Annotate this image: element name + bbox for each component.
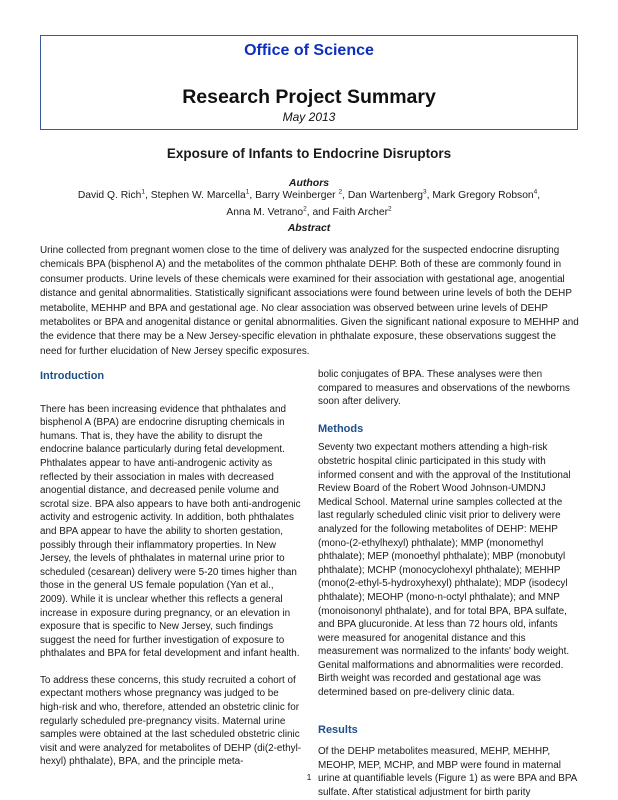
right-column [318, 368, 580, 800]
introduction-paragraph-1: There has been increasing evidence that phthalates and bisphenol A (BPA) are endocrine disrupting chemicals in humans. That is, they have the ability to disrupt the endocrine balance particularly during fetal development. Phthalates appear to have anti-androgenic activity as reflected by their association in males with decreased anogential distance, and decreased penile volume and scrotal size. BPA also appears to have both anti-androgenic activity and estrogenic activity. In addition, both phthalates and BPA appear to have the ability to shorten gestation, possibly through their inflammatory properties. In New Jersey, the levels of phthalates in maternal urine prior to scheduled (cesarean) delivery were 5-20 times higher than those in the general US female population (Yan et al., 2009). While it is unclear whether this reflects a general increase in exposure during pregnancy, or an elevation in exposure that is specific to New Jersey, such findings suggest the need for further investigation of exposure to phthalates and BPA for fetal development and infant health. [40, 403, 301, 660]
left-column [40, 370, 302, 769]
author: Anna M. Vetrano$^2$, and [226, 205, 333, 219]
author: Barry Weinberger $^2$, [255, 189, 348, 202]
introduction-heading: Introduction [40, 370, 105, 382]
results-paragraph: Of the DEHP metabolites measured, MEHP, MEHHP, MEOHP, MEP, MCHP, and MBP were found in maternal urine at quantifiable levels (Figure 1) as were BPA and BPA sulfate. After statistical adjustment for birth parity [318, 746, 577, 799]
authors-list [60, 186, 558, 220]
author: David Q. Rich$^1$, [77, 189, 151, 202]
results-heading: Results [318, 723, 358, 736]
report-date: May 2013 [282, 110, 336, 124]
author: Faith Archer$^2$ [332, 205, 392, 219]
introduction-continuation: bolic conjugates of BPA. These analyses were then compared to measures and observations of the newborns soon after delivery. [318, 369, 570, 408]
methods-heading: Methods [318, 422, 364, 435]
introduction-paragraph-2: To address these concerns, this study recruited a cohort of expectant mothers whose pregnancy was judged to be high-risk and who, therefore, attended an obstetric clinic for regularly scheduled pre-pregnancy visits. Maternal urine samples were obtained at the last scheduled obstetric clinic visit and were analyzed for metabolites of DEHP (di(2-ethyl-hexyl) phthalate), BPA, and the principle meta- [40, 674, 302, 768]
authors-heading: Authors [288, 177, 330, 189]
abstract-heading: Abstract [287, 222, 331, 234]
author: Mark Gregory Robson$^4$, [432, 189, 541, 202]
page-number: 1 [306, 772, 312, 782]
paper-title: Exposure of Infants to Endocrine Disruptors [166, 146, 452, 161]
author: Dan Wartenberg$^3$, [347, 189, 433, 202]
author: Stephen W. Marcella$^1$, [150, 189, 256, 202]
report-type-title: Research Project Summary [182, 86, 436, 108]
methods-paragraph: Seventy two expectant mothers attending a high-risk obstetric hospital clinic participated in this study with informed consent and with the approval of the Institutional Review Board of the Robert Wood Johnson-UMDNJ Medical School. Maternal urine samples collected at the last regularly scheduled clinic visit prior to delivery were analyzed for the following metabolites of DEHP: MEHP (mono-(2-ethylhexyl) phthalate); MMP (monomethyl phthalate); MEP (monoethyl phthalate); MBP (monobutyl phthalate); MCHP (monocyclohexyl phthalate); MEHHP (mono(2-ethyl-5-hydroxyhexyl) phthalate); MDP (isodecyl phthalate); MEOHP (mono-n-octyl phthalate); and MNP (monoisononyl phthalate), and for total BPA, BPA sulfate, and BPA glucuronide. At less than 72 hours old, infants were measured for anogenital distance and this measurement was normalized to the infants' body weight. Genital malformations and abnormalities were recorded. Birth weight was recorded and gestational age was determined based on pre-delivery clinic data. [318, 442, 571, 699]
abstract-text: Urine collected from pregnant women close to the time of delivery was analyzed for the suspected endocrine disrupting chemicals BPA (bisphenol A) and the metabolites of the common phthalate DEHP. Both of these are commonly found in consumer products. Urine levels of these chemicals were examined for their association with gestational age, anogential distance and genital abnormalities. Statistically significant associations were found between urine levels of both the DEHP metabolite, MEHHP and BPA and gestational age. No clear association was observed between urine levels of DEHP metabolites or BPA and anogenital distance or genital abnormalities. Given the significant national exposure to MEHHP and the evidence that there may be a New Jersey-specific elevation in phthalate exposure, these observations suggest the need for further elucidation of New Jersey specific exposures. [40, 245, 579, 357]
office-title: Office of Science [244, 42, 374, 59]
